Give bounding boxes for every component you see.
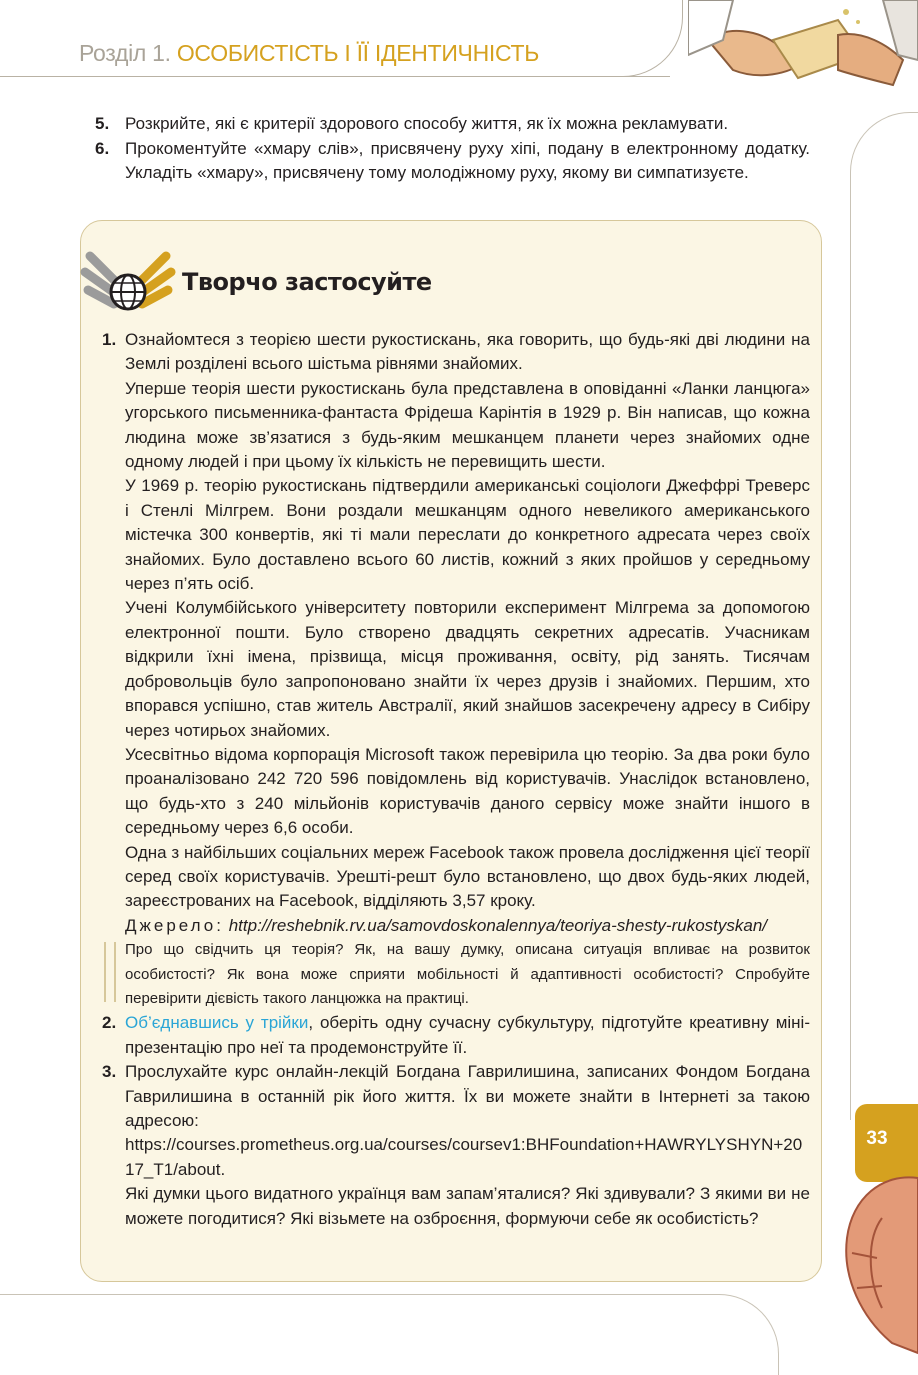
handshake-illustration <box>688 0 918 120</box>
task-number: 1. <box>102 330 117 349</box>
section-title: ОСОБИСТІСТЬ І ЇЇ ІДЕНТИЧНІСТЬ <box>176 40 540 66</box>
task-paragraph: Усесвітньо відома корпорація Microsoft також перевірила цю теорію. За два роки було проаналізовано 242 720 596 повідомлень від користувачів. Унаслідок встановлено, що будь-хто з 240 мільйонів користувачів даного сервісу може знайти іншого в середньому через 6,6 особи. <box>125 744 810 838</box>
task-paragraph: У 1969 р. теорію рукостискань підтвердили американські соціологи Джеффрі Треверс і Стенлі Мілгрем. Вони роздали мешканцям одного невеликого американського містечка 300 конвертів, які ті мали переслати до конкретного адресата через своїх знайомих. Було доставлено всього 60 листів, кожний з яких пройшов у середньому через п’ять осіб. <box>125 476 810 594</box>
task-paragraph <box>125 1011 810 1060</box>
task-number: 3. <box>102 1062 117 1082</box>
header-rule-curve <box>610 0 683 77</box>
question-item <box>95 112 810 137</box>
question-text: Розкрийте, які є критерії здорового способу життя, як їх можна рекламувати. <box>125 114 729 133</box>
task-paragraph: Одна з найбільших соціальних мереж Facebook також провела дослідження цієї теорії серед своїх користувачів. Урешті-решт було встановлено, що двох будь-яких людей, зареєстрованих на Facebook, відділяють 3,57 кроку. <box>125 842 810 911</box>
task-paragraph: Учені Колумбійського університету повторили експеримент Мілгрема за допомогою електронної пошти. Було створено двадцять секретних адресатів. Учасникам відкрили їхні імена, прізвища, місця проживання, освіту, рід занять. Тисячам добровольців було запропоновано знайти їх через друзів і знайомих. Першим, хто впорався успішно, став житель Австралії, який знайшов засекречену адресу в Сибіру через чотирьох знайомих. <box>125 598 810 740</box>
source-line <box>125 914 810 938</box>
task-item <box>102 1060 810 1231</box>
margin-rule-curve <box>850 112 918 233</box>
box-title: Творчо застосуйте <box>182 268 432 296</box>
task-paragraph: Прослухайте курс онлайн-лекцій Богдана Гаврилишина, записаних Фондом Богдана Гаврилишина в останній рік його життя. Їх ви можете знайти в Інтернеті за такою адресою: <box>125 1062 810 1130</box>
footer-rule-curve <box>690 1294 779 1375</box>
hands-circle-illustration <box>822 1158 918 1360</box>
task-paragraph: Уперше теорія шести рукостискань була представлена в оповіданні «Ланки ланцюга» угорського письменника-фантаста Фрідеша Карінтія в 1929 р. Він написав, що кожна людина може зв’язатися з будь-яким мешканцем планети через знайомих одне одному людей і при цьому їх кількість не перевищить шести. <box>125 378 810 472</box>
questions-list <box>95 112 810 186</box>
task-list <box>102 328 810 1231</box>
task-paragraph: Які думки цього видатного українця вам запам’яталися? Які здивували? З якими ви не можете погодитися? Які візьмете на озброєння, формуючи себе як особистість? <box>125 1184 810 1228</box>
source-label: Джерело: <box>125 915 224 935</box>
footer-rule <box>0 1294 720 1295</box>
note-marker <box>104 942 116 1002</box>
note-text: Про що свідчить ця теорія? Як, на вашу думку, описана ситуація впливає на розвиток особистості? Як вона може сприяти мобільності й адаптивності особистості? Спробуйте перевірити дієвість такого ланцюжка на практиці. <box>125 941 810 1007</box>
hands-globe-icon <box>80 242 176 318</box>
section-prefix: Розділ 1. <box>79 40 171 66</box>
course-link[interactable]: https://courses.prometheus.org.ua/courses/coursev1:BHFoundation+HAWRYLYSHYN+2017_T1/about. <box>125 1135 803 1179</box>
page-number: 33 <box>866 1128 888 1149</box>
task-number: 2. <box>102 1013 117 1033</box>
reflection-note <box>125 938 810 1011</box>
question-text: Прокоментуйте «хмару слів», присвячену руху хіпі, подану в електронному додатку. Укладіть «хмару», присвячену тому молодіжному руху, якому ви симпатизуєте. <box>125 138 810 182</box>
margin-rule <box>850 200 851 1120</box>
question-item <box>95 137 810 186</box>
source-link[interactable]: http://reshebnik.rv.ua/samovdoskonalennya/teoriya-shesty-rukostyskan/ <box>228 915 767 935</box>
task-text: , оберіть одну сучасну субкультуру, підготуйте креативну міні-презентацію про неї та продемонструйте її. <box>125 1013 810 1057</box>
task-paragraph: Ознайомтеся з теорією шести рукостискань, яка говорить, що будь-які дві людини на Землі розділені всього шістьма рівнями знайомих. <box>125 330 810 374</box>
question-number: 5. <box>95 114 110 133</box>
group-work-highlight: Об’єднавшись у трійки <box>125 1013 309 1033</box>
header-rule <box>0 76 670 77</box>
chapter-heading <box>79 40 539 67</box>
question-number: 6. <box>95 138 110 158</box>
task-item <box>102 1011 810 1060</box>
task-item <box>102 328 810 1011</box>
